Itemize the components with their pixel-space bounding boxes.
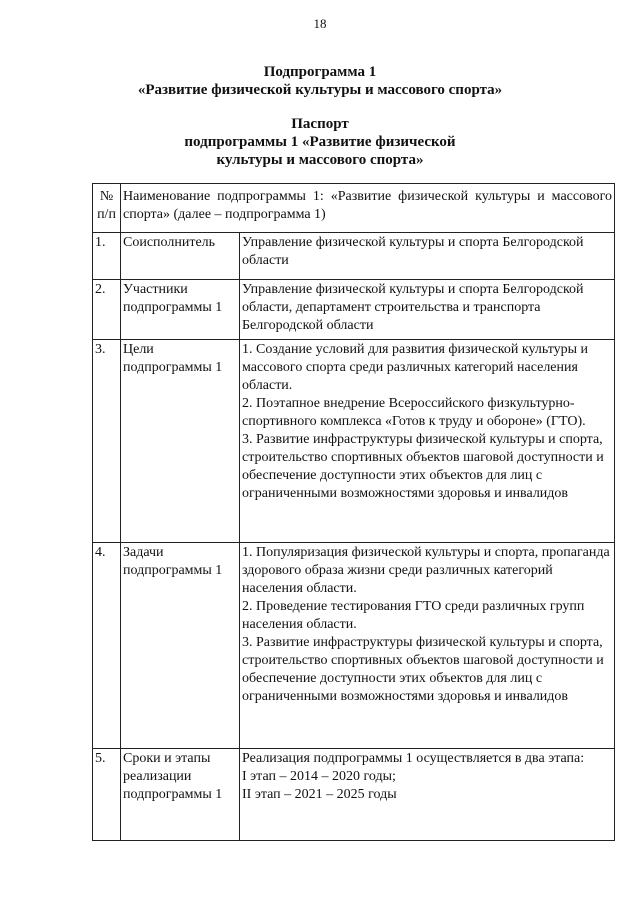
row-value [240,280,615,340]
row-paragraph: Управление физической культуры и спорта Белгородской области, департамент строительства и транспорта Белгородской области [242,282,584,333]
passport-heading-line3: культуры и массового спорта» [216,152,424,168]
row-paragraph: 1. Создание условий для развития физической культуры и массового спорта среди различных категорий населения области. [242,342,589,393]
row-number: 4. [93,543,121,749]
row-label: Участники подпрограммы 1 [121,280,240,340]
page-number: 18 [313,16,327,31]
number-header-line1: № [99,189,114,204]
row-number: 3. [93,340,121,543]
row-paragraph: 1. Популяризация физической культуры и спорта, пропаганда здорового образа жизни среди различных категорий населения области. [242,545,610,596]
row-label: Задачи подпрограммы 1 [121,543,240,749]
subprogram-name-header: Наименование подпрограммы 1: «Развитие физической культуры и массового спорта» (далее – подпрограмма 1) [121,184,615,233]
row-value [240,543,615,749]
row-value [240,340,615,543]
passport-heading-line2: подпрограммы 1 «Развитие физической [184,134,456,150]
table-row [93,543,615,749]
subprogram-heading [0,63,640,99]
table-row [93,233,615,280]
row-paragraph: II этап – 2021 – 2025 годы [242,787,397,802]
table-header-row [93,184,615,233]
row-value [240,233,615,280]
table-row [93,280,615,340]
row-paragraph: I этап – 2014 – 2020 годы; [242,769,396,784]
subprogram-heading-line1: Подпрограмма 1 [263,64,377,80]
row-label: Соисполнитель [121,233,240,280]
row-number: 1. [93,233,121,280]
number-column-header [93,184,121,233]
row-number: 5. [93,749,121,841]
row-paragraph: 3. Развитие инфраструктуры физической культуры и спорта, строительство спортивных объектов шаговой доступности и обеспечение доступности этих объектов для лиц с ограниченными возможностями здоровья и инвалидов [242,635,604,704]
row-paragraph: 3. Развитие инфраструктуры физической культуры и спорта, строительство спортивных объектов шаговой доступности и обеспечение доступности этих объектов для лиц с ограниченными возможностями здоровья и инвалидов [242,432,604,501]
row-value [240,749,615,841]
row-label: Цели подпрограммы 1 [121,340,240,543]
row-paragraph: Управление физической культуры и спорта Белгородской области [242,235,584,268]
row-paragraph: 2. Поэтапное внедрение Всероссийского физкультурно-спортивного комплекса «Готов к труду и обороне» (ГТО). [242,396,586,429]
row-paragraph: Реализация подпрограммы 1 осуществляется в два этапа: [242,751,585,766]
table-row [93,340,615,543]
passport-table [92,183,615,841]
passport-heading [0,115,640,169]
number-header-line2: п/п [97,207,116,222]
table-row [93,749,615,841]
row-number: 2. [93,280,121,340]
passport-heading-line1: Паспорт [291,116,349,132]
row-paragraph: 2. Проведение тестирования ГТО среди различных групп населения области. [242,599,585,632]
row-label: Сроки и этапы реализации подпрограммы 1 [121,749,240,841]
subprogram-heading-line2: «Развитие физической культуры и массового спорта» [137,82,503,98]
